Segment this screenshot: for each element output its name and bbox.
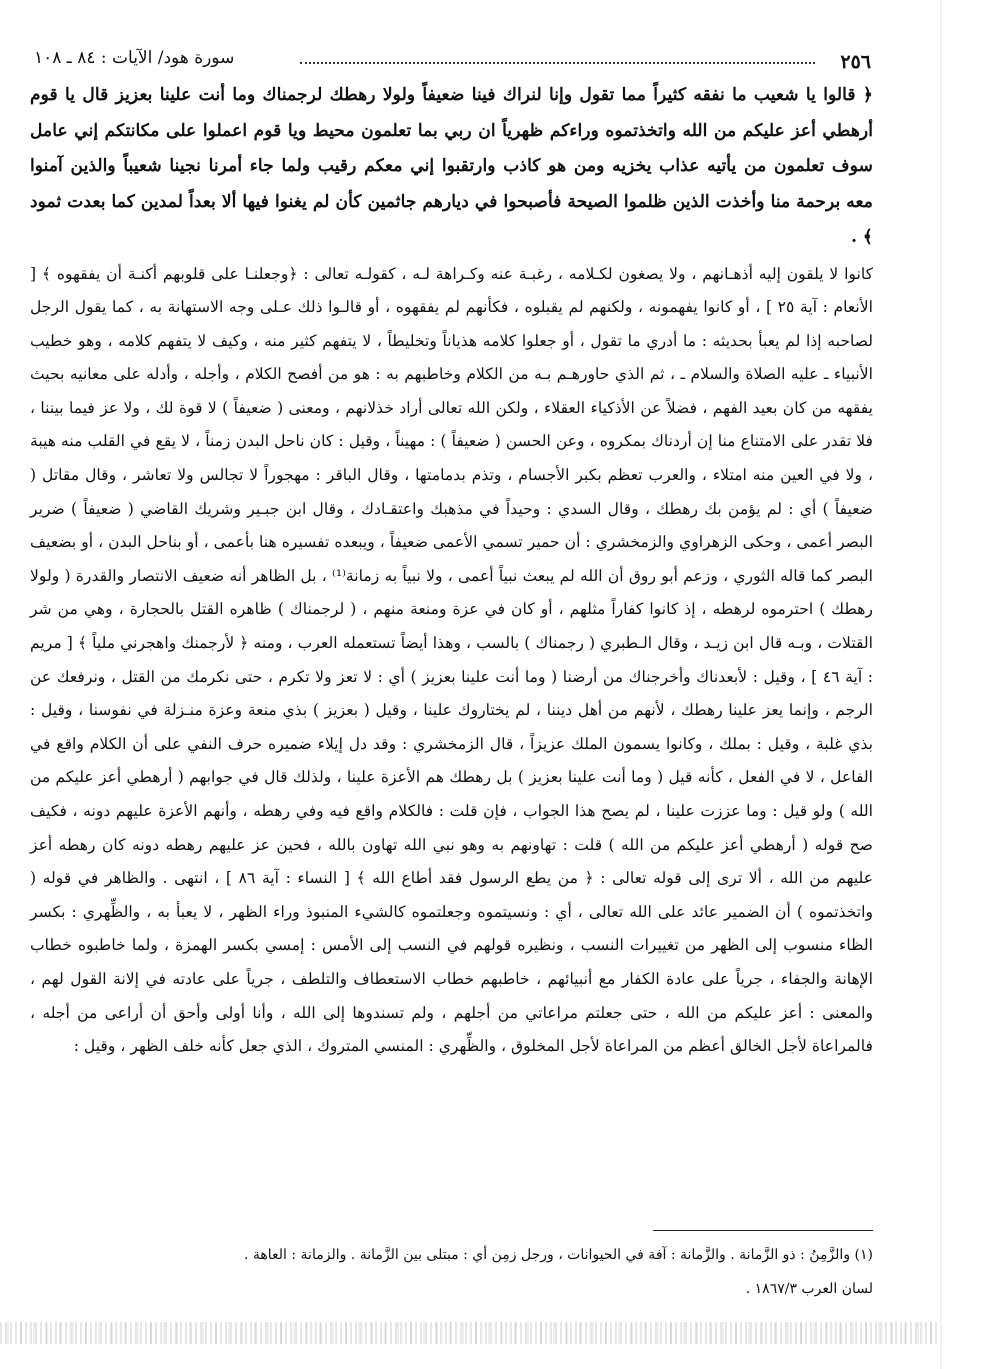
running-header [30, 40, 873, 76]
quran-verse-block: ﴿ قالوا يا شعيب ما نفقه كثيراً مما تقول وإنا لنراك فينا ضعيفاً ولولا رهطك لرجمناك وما أنت علينا بعزيز قال يا قوم أرهطي أعز عليكم من الله واتخذتموه وراءكم ظهرياً ان ربي بما تعلمون محيط ويا قوم اعملوا على مكانتكم إني عامل سوف تعلمون من يأتيه عذاب يخزيه ومن هو كاذب وارتقبوا إني معكم رقيب ولما جاء أمرنا نجينا شعيباً والذين آمنوا معه برحمة منا وأخذت الذين ظلموا الصيحة فأصبحوا في ديارهم جاثمين كأن لم يغنوا فيها ألا بعداً لمدين كما بعدت ثمود ﴾ . [30, 85, 873, 247]
footnote-line: لسان العرب ١٨٦٧/٣ . [745, 1281, 873, 1297]
page-number: ٢٥٦ [840, 51, 871, 73]
footnote-line: (١) والزَّمِنُ : ذو الزَّمانة . والزَّمانة : آفة في الحيوانات ، ورجل زمِن أي : مبتلى بين الزَّمانة . والزمانة : العاهة . [243, 1247, 873, 1263]
scan-edge-shadow [940, 0, 942, 1369]
commentary-body: كانوا لا يلقون إليه أذهـانهم ، ولا يصغون لكـلامه ، رغبـة عنه وكـراهة لـه ، كقولـه تعالى : ﴿وجعلنـا على قلوبهم أكنـة أن يفقهوه ﴾ [ الأنعام : آية ٢٥ ] ، أو كانوا يفهمونه ، ولكنهم لم يقبلوه ، فكأنهم لم يفقهوه ، أو قالـوا ذلك عـلى وجه الاستهانة به ، كما يقول الرجل لصاحبه إذا لم يعبأ بحديثه : ما أدري ما تقول ، أو جعلوا كلامه هذياناً وتخليطاً ، لا يتفهم كثير منه ، وكيف لا يتفهم كلامه ، وهو خطيب الأنبياء ـ عليه الصلاة والسلام ـ ، ثم الذي حاورهـم بـه من الكلام وخاطبهم به : هو من أفصح الكلام ، وأجله ، وأدله على معانيه بحيث يفقهه من كان بعيد الفهم ، فضلاً عن الأذكياء العقلاء ، ولكن الله تعالى أراد خذلانهم ، ومعنى ( ضعيفاً ) لا قوة لك ، ولا عز فيما بيننا ، فلا تقدر على الامتناع منا إن أردناك بمكروه ، وعن الحسن ( ضعيفاً ) : مهيناً ، وقيل : كان ناحل البدن زمناً ، لا يقع في القلب منه هيبة ، ولا في العين منه امتلاء ، والعرب تعظم بكبر الأجسام ، وتذم بدمامتها ، وقال الباقر : مهجوراً لا تجالس ولا تعاشر ، وقال مقاتل ( ضعيفاً ) أي : لم يؤمن بك رهطك ، وقال السدي : وحيداً في مذهبك واعتقـادك ، وقال ابن جبـير وشريك القاضي ( ضعيفاً ) ضرير البصر أعمى ، وحكى الزهراوي والزمخشري : أن حمير تسمي الأعمى ضعيفاً ، ويبعده تفسيره هنا بأعمى ، أو بناحل البدن ، أو بضعيف البصر كما قاله الثوري ، وزعم أبو روق أن الله لم يبعث نبياً أعمى ، ولا نبياً به زمانة⁽¹⁾ ، بل الظاهر أنه ضعيف الانتصار والقدرة ( ولولا رهطك ) احترموه لرهطه ، إذ كانوا كفاراً مثلهم ، أو كان في عزة ومنعة منهم ، ( لرجمناك ) ظاهره القتل بالحجارة ، وهي من شر القتلات ، وبـه قال ابن زيـد ، وقال الـطبري ( رجمناك ) بالسب ، وهذا أيضاً تستعمله العرب ، ومنه ﴿ لأرجمنك واهجرني ملياً ﴾ [ مريم : آية ٤٦ ] ، وقيل : لأبعدناك وأخرجناك من أرضنا ( وما أنت علينا بعزيز ) أي : لا تعز ولا تكرم ، حتى نكرمك من القتل ، ونرفعك عن الرجم ، وإنما يعز علينا رهطك ، لأنهم من أهل ديننا ، لم يختاروك علينا ، وقيل ( بعزيز ) بذي منعة وعزة منـزلة في نفوسنا ، وقيل : بذي غلبة ، وقيل : بملك ، وكانوا يسمون الملك عزيزاً ، قال الزمخشري : وقد دل إيلاء ضميره حرف النفي على أن الكلام واقع في الفاعل ، لا في الفعل ، كأنه قيل ( وما أنت علينا بعزيز ) بل رهطك هم الأعزة علينا ، ولذلك قال في جوابهم ( أرهطي أعز عليكم من الله ) ولو قيل : وما عززت علينا ، لم يصح هذا الجواب ، فإن قلت : فالكلام واقع فيه وفي رهطه ، وأنهم الأعزة عليهم دونه ، فكيف صح قوله ( أرهطي أعز عليكم من الله ) قلت : تهاونهم به وهو نبي الله تهاون بالله ، فحين عز عليهم رهطه دونه كان رهطه أعز عليهم من الله ، ألا ترى إلى قوله تعالى : ﴿ من يطع الرسول فقد أطاع الله ﴾ [ النساء : آية ٨٦ ] ، انتهى . والظاهر في قوله ( واتخذتموه ) أن الضمير عائد على الله تعالى ، أي : ونسيتموه وجعلتموه كالشيء المنبوذ وراء الظهر ، لا يعبأ به ، والظِّهري : بكسر الظاء منسوب إلى الظهر من تغييرات النسب ، ونظيره قولهم في النسب إلى الأمس : إمسي بكسر الهمزة ، ولما خاطبوه خطاب الإهانة والجفاء ، جرياً على عادة الكفار مع أنبيائهم ، خاطبهم خطاب الاستعطاف والتلطف ، جرياً على عادته في إلانة القول لهم ، والمعنى : أعز عليكم من الله ، حتى جعلتم مراعاتي من أجلهم ، ولم تسندوها إلى الله ، وأنا أولى وأحق أن أراعى من أجله ، فالمراعاة لأجل الخالق أعظم من المراعاة لأجل المخلوق ، والظِّهري : المنسي المتروك ، الذي جعل كأنه خلف الظهر ، وقيل : [30, 264, 874, 1056]
footnote-separator [653, 1230, 873, 1231]
scan-noise-strip [0, 1322, 940, 1344]
surah-reference: سورة هود/ الآيات : ٨٤ ـ ١٠٨ [34, 48, 235, 68]
header-dotted-leader [300, 62, 815, 64]
footnotes [30, 1238, 873, 1306]
book-page [30, 40, 873, 1310]
